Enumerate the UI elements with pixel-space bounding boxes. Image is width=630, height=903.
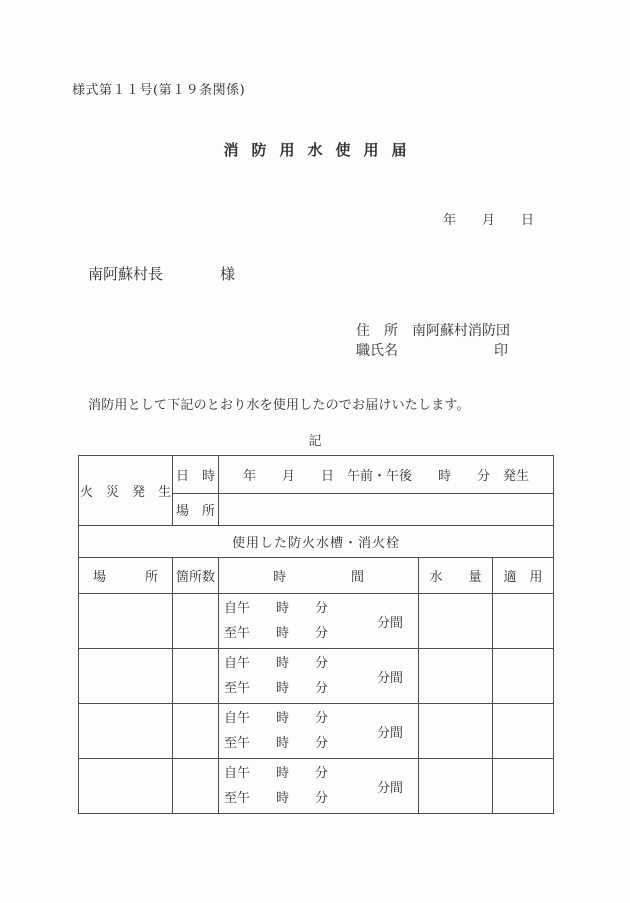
duration-label: 分間 [376, 725, 403, 741]
duration-label: 分間 [376, 670, 403, 686]
time-to: 至午 時 分 [224, 736, 329, 751]
time-cell [219, 759, 419, 814]
date-line: 年 月 日 [442, 213, 534, 228]
usage-cell [493, 594, 554, 649]
datetime-value-cell: 年 月 日 午前・午後 時 分 発生 [219, 456, 554, 494]
time-to: 至午 時 分 [224, 791, 329, 806]
page-title: 消防用水使用届 [223, 141, 420, 159]
datetime-label: 日 時 [173, 456, 219, 494]
fire-datetime-row [79, 456, 554, 494]
place-label: 場 所 [173, 494, 219, 526]
table-row [79, 649, 554, 704]
addressee-line [88, 263, 235, 284]
count-cell [173, 649, 219, 704]
table-row [79, 759, 554, 814]
time-to: 至午 時 分 [224, 681, 329, 696]
volume-cell [419, 594, 493, 649]
col-header-volume: 水 量 [419, 558, 493, 594]
usage-cell [493, 649, 554, 704]
time-from: 自午 時 分 [224, 601, 329, 616]
place-cell [79, 704, 173, 759]
addressee-name: 南阿蘇村長 [88, 265, 164, 283]
table-row [79, 594, 554, 649]
count-cell [173, 594, 219, 649]
table-row [79, 704, 554, 759]
usage-cell [493, 759, 554, 814]
col-header-time: 時 間 [219, 558, 419, 594]
seal-mark: 印 [494, 343, 508, 359]
body-text: 消防用として下記のとおり水を使用したのでお届けいたします。 [88, 398, 470, 413]
col-header-usage: 適 用 [493, 558, 554, 594]
place-cell [79, 759, 173, 814]
time-to: 至午 時 分 [224, 626, 329, 641]
time-cell [219, 594, 419, 649]
record-marker: 記 [308, 434, 322, 449]
place-cell [79, 649, 173, 704]
addressee-honorific: 様 [220, 265, 236, 283]
time-from: 自午 時 分 [224, 766, 329, 781]
fire-occurrence-label: 火 災 発 生 [79, 456, 173, 526]
sender-address-line [356, 321, 510, 341]
sender-block [356, 321, 510, 361]
address-value: 南阿蘇村消防団 [412, 323, 510, 339]
fire-place-value-cell [219, 494, 554, 526]
form-number: 様式第１１号(第１９条関係) [72, 83, 246, 98]
usage-form-table [78, 455, 554, 814]
volume-cell [419, 704, 493, 759]
column-header-row [79, 558, 554, 594]
volume-cell [419, 649, 493, 704]
count-cell [173, 704, 219, 759]
time-from: 自午 時 分 [224, 711, 329, 726]
section-title-row [79, 526, 554, 558]
duration-label: 分間 [376, 780, 403, 796]
time-cell [219, 704, 419, 759]
name-label: 職氏名 [356, 343, 398, 359]
col-header-count: 箇所数 [173, 558, 219, 594]
time-cell [219, 649, 419, 704]
duration-label: 分間 [376, 615, 403, 631]
address-label: 住 所 [356, 323, 398, 339]
time-from: 自午 時 分 [224, 656, 329, 671]
col-header-place: 場 所 [79, 558, 173, 594]
sender-name-line [356, 341, 508, 361]
place-cell [79, 594, 173, 649]
usage-cell [493, 704, 554, 759]
count-cell [173, 759, 219, 814]
volume-cell [419, 759, 493, 814]
section-title: 使用した防火水槽・消火栓 [79, 526, 554, 558]
